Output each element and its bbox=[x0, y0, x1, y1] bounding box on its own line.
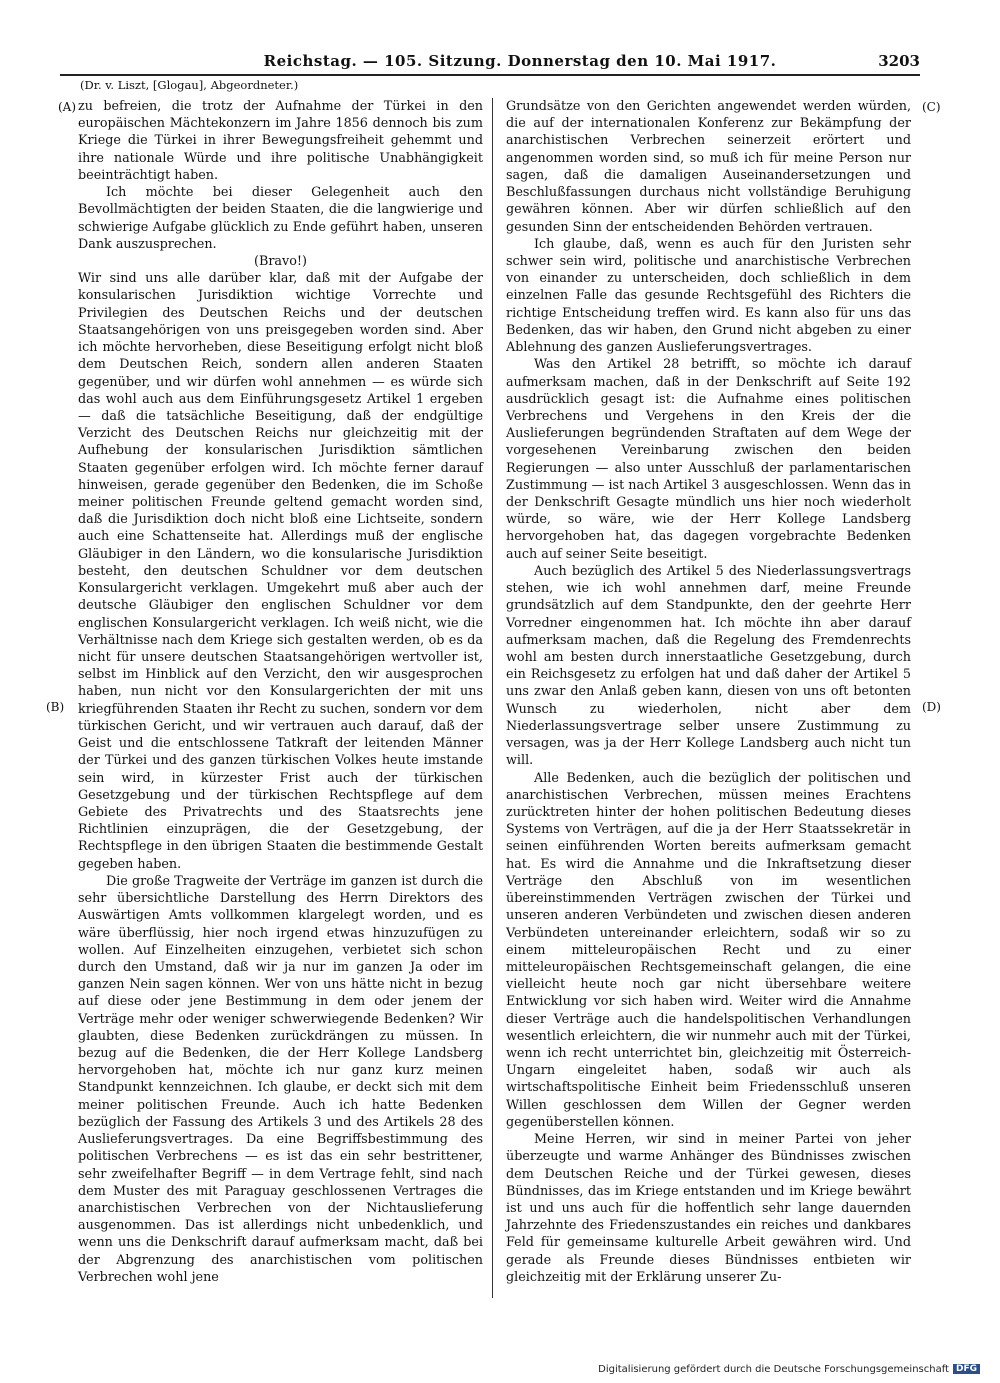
page-header bbox=[60, 48, 920, 76]
paragraph: Ich möchte bei dieser Gelegenheit auch den Bevollmächtigten der beiden Staaten, die die langwierige und schwierige Aufgabe glücklich zu Ende geführt haben, unseren Dank auszusprechen. bbox=[78, 185, 483, 252]
paragraph: Grundsätze von den Gerichten angewendet werden würden, die auf der internationalen Konferenz zur Bekämpfung der anarchistischen Verbrechen seinerzeit erörtert und angenommen worden sind, so muß ich für meine Person nur sagen, daß die damaligen Auseinandersetzungen und Beschlußfassungen durchaus nicht vollständige Beruhigung gewähren können. Aber wir dürfen schließlich auf den gesunden Sinn der entscheidenden Behörden vertrauen. bbox=[506, 99, 911, 235]
margin-marker-b: (B) bbox=[46, 700, 65, 714]
speaker-line: (Dr. v. Liszt, [Glogau], Abgeordneter.) bbox=[80, 78, 299, 92]
paragraph: zu befreien, die trotz der Aufnahme der Türkei in den europäischen Mächtekonzern im Jahre 1856 dennoch bis zum Kriege die Türkei in ihrer Bewegungsfreiheit gehemmt und ihre nationale Würde und ihre politische Unabhängigkeit beeinträchtigt haben. bbox=[78, 99, 483, 183]
paragraph: Wir sind uns alle darüber klar, daß mit der Aufgabe der konsularischen Jurisdiktion wichtige Vorrechte und Privilegien des Deutschen Reichs und der deutschen Staatsangehörigen von uns preisgegeben worden sind. Aber ich möchte hervorheben, diese Beseitigung erfolgt nicht bloß dem Deutschen Reich, sondern allen anderen Staaten gegenüber, und wir dürfen wohl annehmen — es würde sich das wohl auch aus dem Einführungsgesetz Artikel 1 ergeben — daß die tatsächliche Beseitigung, daß der endgültige Verzicht des Deutschen Reichs nur gleichzeitig mit der Aufhebung der konsularischen Jurisdiktion sämtlichen Staaten gegenüber erfolgen wird. Ich möchte ferner darauf hinweisen, gerade gegenüber den Bedenken, die im Schoße meiner politischen Freunde geltend gemacht worden sind, daß die Jurisdiktion doch nicht bloß eine Lichtseite, sondern auch eine Schattenseite hat. Allerdings muß der englische Gläubiger in den Ländern, wo die konsularische Jurisdiktion besteht, den deutschen Schuldner vor dem deutschen Konsulargericht verklagen. Umgekehrt muß aber auch der deutsche Gläubiger den englischen Schuldner vor dem englischen Konsulargericht verklagen. Ich weiß nicht, wie die Verhältnisse nach dem Kriege sich gestalten werden, ob es da nicht für unsere deutschen Staatsangehörigen wertvoller ist, selbst im Hinblick auf den Verzicht, den wir ausgesprochen haben, nun nicht vor den Konsulargerichten der mit uns kriegführenden Staaten ihr Recht zu suchen, sondern vor dem türkischen Gericht, und wir vertrauen auch darauf, daß der Geist und die entschlossene Tatkraft der leitenden Männer der Türkei und des ganzen türkischen Volkes heute imstande sein wird, in kürzester Frist auch der türkischen Gesetzgebung und der türkischen Rechtspflege auf dem Gebiete des Privatrechts und des Staatsrechts jene Richtlinien einzuprägen, die der Gesetzgebung, der Rechtspflege in den übrigen Staaten die bestimmende Gestalt gegeben haben. bbox=[78, 271, 483, 872]
margin-marker-a: (A) bbox=[58, 100, 77, 114]
header-title: Reichstag. — 105. Sitzung. Donnerstag den 10. Mai 1917. bbox=[263, 52, 777, 70]
paragraph: Auch bezüglich des Artikel 5 des Niederlassungsvertrags stehen, wie ich wohl annehmen darf, meine Freunde grundsätzlich auf dem Standpunkte, den der geehrte Herr Vorredner eingenommen hat. Ich möchte ihn aber darauf aufmerksam machen, daß die Regelung des Fremdenrechts wohl am besten durch innerstaatliche Gesetzgebung, durch ein Reichsgesetz zu erfolgen hat und daß daher der Artikel 5 uns zwar den Anlaß geben kann, diesen von uns oft betonten Wunsch zu wiederholen, nicht aber dem Niederlassungsvertrage selber unsere Zustimmung zu versagen, was ja der Herr Kollege Landsberg auch nicht tun will. bbox=[506, 563, 911, 769]
footer-text: Digitalisierung gefördert durch die Deutsche Forschungsgemeinschaft bbox=[598, 1364, 949, 1375]
footer bbox=[580, 1364, 980, 1378]
dfg-logo: DFG bbox=[953, 1364, 980, 1374]
margin-marker-d: (D) bbox=[922, 700, 941, 714]
column-divider bbox=[492, 98, 493, 1298]
page-number: 3203 bbox=[878, 52, 920, 70]
left-column bbox=[78, 98, 483, 1286]
paragraph: Die große Tragweite der Verträge im ganzen ist durch die sehr übersichtliche Darstellung des Herrn Direktors des Auswärtigen Amts vollkommen klargelegt worden, und es wäre überflüssig, hier noch irgend etwas hinzuzufügen zu wollen. Auf Einzelheiten einzugehen, verbietet sich schon durch den Umstand, daß wir ja nur im ganzen Ja oder im ganzen Nein sagen können. Wer von uns hätte nicht in bezug auf diese oder jene Bestimmung in dem oder jenem der Verträge mehr oder weniger schwerwiegende Bedenken? Wir glaubten, diese Bedenken zurückdrängen zu müssen. In bezug auf die Bedenken, die der Herr Kollege Landsberg hervorgehoben hat, möchte ich nur ganz kurz meinen Standpunkt kennzeichnen. Ich glaube, er deckt sich mit dem meiner politischen Freunde. Auch ich hatte Bedenken bezüglich der Fassung des Artikels 3 und des Artikels 28 des Auslieferungsvertrages. Da eine Begriffsbestimmung des politischen Verbrechens — es ist das ein sehr bestrittener, sehr zweifelhafter Begriff — in dem Vertrage fehlt, sind nach dem Muster des mit Paraguay geschlossenen Vertrages die anarchistischen Verbrechen von der Nichtauslieferung ausgenommen. Das ist allerdings nicht unbedenklich, und wenn uns die Denkschrift darauf aufmerksam macht, daß bei der Abgrenzung des anarchistischen vom politischen Verbrechen wohl jene bbox=[78, 873, 483, 1285]
paragraph: Was den Artikel 28 betrifft, so möchte ich darauf aufmerksam machen, daß in der Denkschrift auf Seite 192 ausdrücklich gesagt ist: die Aufnahme eines politischen Verbrechens und Vergehens in den Kreis der die Auslieferungen begründenden Straftaten auf dem Wege der vorgesehenen Vereinbarung zwischen den beiden Regierungen — also unter Ausschluß der parlamentarischen Zustimmung — ist nach Artikel 3 ausgeschlossen. Wenn das in der Denkschrift Gesagte mündlich uns hier noch wiederholt würde, so wäre, wie der Herr Kollege Landsberg hervorgehoben hat, das dagegen vorgebrachte Bedenken auch auf seiner Seite beseitigt. bbox=[506, 357, 911, 562]
paragraph: Meine Herren, wir sind in meiner Partei von jeher überzeugte und warme Anhänger des Bündnisses zwischen dem Deutschen Reiche und der Türkei gewesen, dieses Bündnisses, das im Kriege entstanden und im Kriege bewährt ist und uns auch für die hoffentlich sehr lange dauernden Jahrzehnte des Friedenszustandes ein reiches und dankbares Feld für gemeinsame kulturelle Arbeit gewähren wird. Und gerade als Freunde dieses Bündnisses entbieten wir gleichzeitig mit der Erklärung unserer Zu- bbox=[506, 1132, 911, 1285]
paragraph: Ich glaube, daß, wenn es auch für den Juristen sehr schwer sein wird, politische und anarchistische Verbrechen von einander zu unterscheiden, doch schließlich in dem einzelnen Falle das gesunde Rechtsgefühl des Richters die richtige Entscheidung treffen wird. Es kann also für uns das Bedenken, das wir haben, den Grund nicht abgeben zu einer Ablehnung des ganzen Auslieferungsvertrages. bbox=[506, 236, 911, 356]
right-column bbox=[506, 98, 911, 1286]
paragraph: (Bravo!) bbox=[253, 253, 308, 269]
paragraph: Alle Bedenken, auch die bezüglich der politischen und anarchistischen Verbrechen, müssen meines Erachtens zurücktreten hinter der hohen politischen Bedeutung dieses Systems von Verträgen, auf die ja der Herr Staatssekretär in seinen einführenden Worten bereits aufmerksam gemacht hat. Es wird die Annahme und die Inkraftsetzung dieser Verträge den Abschluß von im wesentlichen übereinstimmenden Verträgen zwischen der Türkei und unseren anderen Verbündeten und zwischen diesen anderen Verbündeten untereinander erleichtern, sodaß wir so zu einem mitteleuropäischen Recht und zu einer mitteleuropäischen Rechtsgemeinschaft gelangen, die eine vielleicht heute noch gar nicht übersehbare weitere Entwicklung vor sich haben wird. Weiter wird die Annahme dieser Verträge auch die handelspolitischen Verhandlungen wesentlich erleichtern, die wir nunmehr auch mit der Türkei, wenn ich recht unterrichtet bin, gleichzeitig mit Österreich-Ungarn eingeleitet haben, sodaß wir auch als wirtschaftspolitische Einheit beim Friedensschluß unseren Willen geschlossen dem Willen der Gegner werden gegenüberstellen können. bbox=[506, 770, 911, 1130]
margin-marker-c: (C) bbox=[922, 100, 941, 114]
